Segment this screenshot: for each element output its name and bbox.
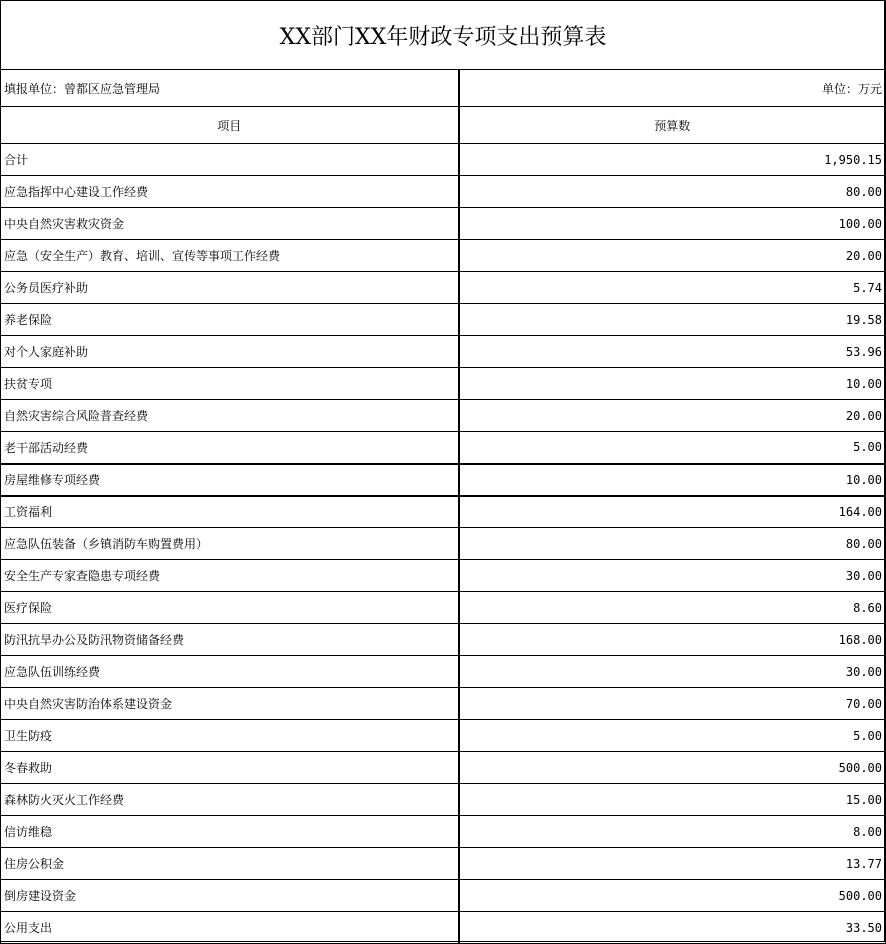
- row-amount: 80.00: [459, 176, 886, 208]
- table-row: [1, 784, 886, 816]
- row-amount: 5.00: [459, 432, 886, 464]
- table-row: [1, 368, 886, 400]
- table-row: [1, 400, 886, 432]
- table-row: [1, 304, 886, 336]
- row-item: 住房公积金: [1, 848, 459, 880]
- info-row: [1, 70, 886, 107]
- header-row: [1, 107, 886, 144]
- table-row: [1, 176, 886, 208]
- row-amount: 5.74: [459, 272, 886, 304]
- row-item: 工资福利: [1, 496, 459, 528]
- row-amount: 500.00: [459, 880, 886, 912]
- table-row: [1, 336, 886, 368]
- table-row: [1, 240, 886, 272]
- table-row: [1, 752, 886, 784]
- row-amount: 168.00: [459, 624, 886, 656]
- table-row: [1, 432, 886, 464]
- row-item: 老干部活动经费: [1, 432, 459, 464]
- table-row: [1, 880, 886, 912]
- table-row: [1, 592, 886, 624]
- filing-unit: 填报单位：曾都区应急管理局: [1, 70, 459, 107]
- table-row: [1, 624, 886, 656]
- row-item: 信访维稳: [1, 816, 459, 848]
- title-row: [1, 1, 886, 70]
- row-amount: 164.00: [459, 496, 886, 528]
- row-item: 房屋维修专项经费: [1, 464, 459, 496]
- row-amount: 20.00: [459, 400, 886, 432]
- row-amount: 8.00: [459, 816, 886, 848]
- row-item: 应急队伍装备（乡镇消防车购置费用）: [1, 528, 459, 560]
- row-item: 养老保险: [1, 304, 459, 336]
- header-amount: 预算数: [459, 107, 886, 144]
- table-row: [1, 208, 886, 240]
- table-row: [1, 144, 886, 176]
- table-row: [1, 528, 886, 560]
- header-item: 项目: [1, 107, 459, 144]
- table-row: [1, 272, 886, 304]
- row-item: 冬春救助: [1, 752, 459, 784]
- row-amount: 500.00: [459, 752, 886, 784]
- table-row: [1, 560, 886, 592]
- row-item: 公用支出: [1, 912, 459, 944]
- row-item: 公务员医疗补助: [1, 272, 459, 304]
- row-amount: 100.00: [459, 208, 886, 240]
- row-item: 卫生防疫: [1, 720, 459, 752]
- table-row: [1, 464, 886, 496]
- row-amount: 30.00: [459, 656, 886, 688]
- row-amount: 19.58: [459, 304, 886, 336]
- row-amount: 1,950.15: [459, 144, 886, 176]
- row-item: 中央自然灾害救灾资金: [1, 208, 459, 240]
- row-amount: 33.50: [459, 912, 886, 944]
- row-amount: 20.00: [459, 240, 886, 272]
- table-row: [1, 720, 886, 752]
- row-item: 应急（安全生产）教育、培训、宣传等事项工作经费: [1, 240, 459, 272]
- row-item: 应急指挥中心建设工作经费: [1, 176, 459, 208]
- row-item: 合计: [1, 144, 459, 176]
- table-title: XX部门XX年财政专项支出预算表: [1, 1, 886, 70]
- row-item: 扶贫专项: [1, 368, 459, 400]
- row-item: 医疗保险: [1, 592, 459, 624]
- row-amount: 80.00: [459, 528, 886, 560]
- row-item: 森林防火灭火工作经费: [1, 784, 459, 816]
- row-amount: 30.00: [459, 560, 886, 592]
- row-amount: 10.00: [459, 368, 886, 400]
- table-row: [1, 656, 886, 688]
- row-item: 防汛抗旱办公及防汛物资储备经费: [1, 624, 459, 656]
- row-amount: 70.00: [459, 688, 886, 720]
- row-item: 倒房建设资金: [1, 880, 459, 912]
- row-amount: 8.60: [459, 592, 886, 624]
- row-amount: 5.00: [459, 720, 886, 752]
- table-row: [1, 912, 886, 944]
- row-amount: 10.00: [459, 464, 886, 496]
- row-item: 自然灾害综合风险普查经费: [1, 400, 459, 432]
- table-row: [1, 496, 886, 528]
- unit-label: 单位：万元: [459, 70, 886, 107]
- row-amount: 15.00: [459, 784, 886, 816]
- row-item: 对个人家庭补助: [1, 336, 459, 368]
- row-amount: 13.77: [459, 848, 886, 880]
- table-row: [1, 816, 886, 848]
- table-row: [1, 688, 886, 720]
- table-row: [1, 848, 886, 880]
- row-amount: 53.96: [459, 336, 886, 368]
- row-item: 中央自然灾害防治体系建设资金: [1, 688, 459, 720]
- row-item: 安全生产专家查隐患专项经费: [1, 560, 459, 592]
- row-item: 应急队伍训练经费: [1, 656, 459, 688]
